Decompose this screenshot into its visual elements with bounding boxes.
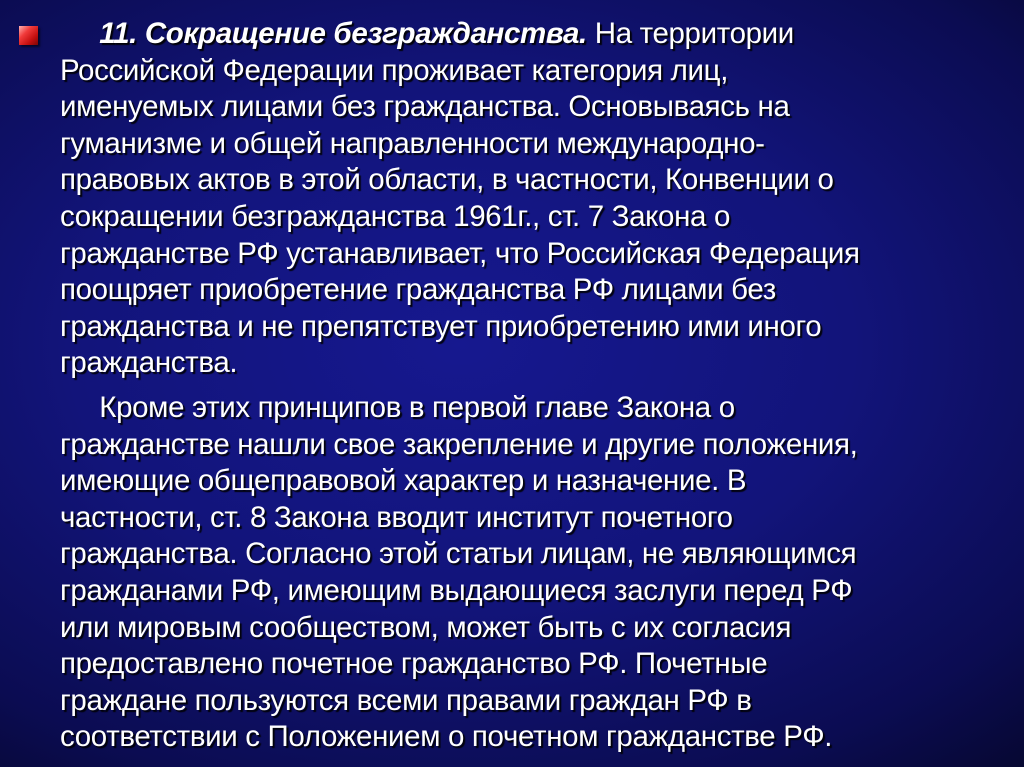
paragraph-1-line: гуманизме и общей направленности международно- — [60, 126, 765, 160]
indent — [60, 17, 99, 50]
paragraph-1-line: гражданства и не препятствует приобретению ими иного — [60, 309, 822, 343]
paragraph-2-line: имеющие общеправовой характер и назначение. В — [60, 464, 747, 498]
paragraph-1-line: гражданства. — [60, 346, 238, 380]
paragraph-2-line: предоставлено почетное гражданство РФ. Почетные — [60, 647, 768, 681]
paragraph-2-line: или мировым сообществом, может быть с их согласия — [60, 610, 792, 644]
paragraph-1-line-1 — [60, 16, 1015, 53]
paragraph-2-line: соответствии с Положением о почетном гражданстве РФ. — [60, 720, 833, 754]
paragraph-1-line: Российской Федерации проживает категория лиц, — [60, 53, 729, 87]
slide-body — [60, 16, 1015, 756]
bullet-square-icon — [19, 26, 38, 45]
paragraph-gap — [60, 382, 1015, 390]
paragraph-2-line: гражданства. Согласно этой статьи лицам, не являющимся — [60, 537, 857, 571]
paragraph-2-line: гражданами РФ, имеющим выдающиеся заслуги перед РФ — [60, 573, 853, 607]
paragraph-1-line: сокращении безгражданства 1961г., ст. 7 Закона о — [60, 199, 730, 233]
paragraph-1-line: правовых актов в этой области, в частности, Конвенции о — [60, 163, 834, 197]
paragraph-1-text: На территории — [586, 17, 794, 50]
paragraph-2-line: граждане пользуются всеми правами граждан РФ в — [60, 683, 752, 717]
paragraph-2-line: гражданстве нашли свое закрепление и другие положения, — [60, 427, 858, 461]
section-heading: 11. Сокращение безгражданства. — [99, 17, 587, 50]
paragraph-2-line: частности, ст. 8 Закона вводит институт почетного — [60, 500, 733, 534]
paragraph-1-line: поощряет приобретение гражданства РФ лицами без — [60, 273, 776, 307]
paragraph-1-line: именуемых лицами без гражданства. Основываясь на — [60, 90, 790, 124]
paragraph-1-line: гражданстве РФ устанавливает, что Российская Федерация — [60, 236, 860, 270]
paragraph-2-line: Кроме этих принципов в первой главе Закона о — [60, 390, 735, 424]
